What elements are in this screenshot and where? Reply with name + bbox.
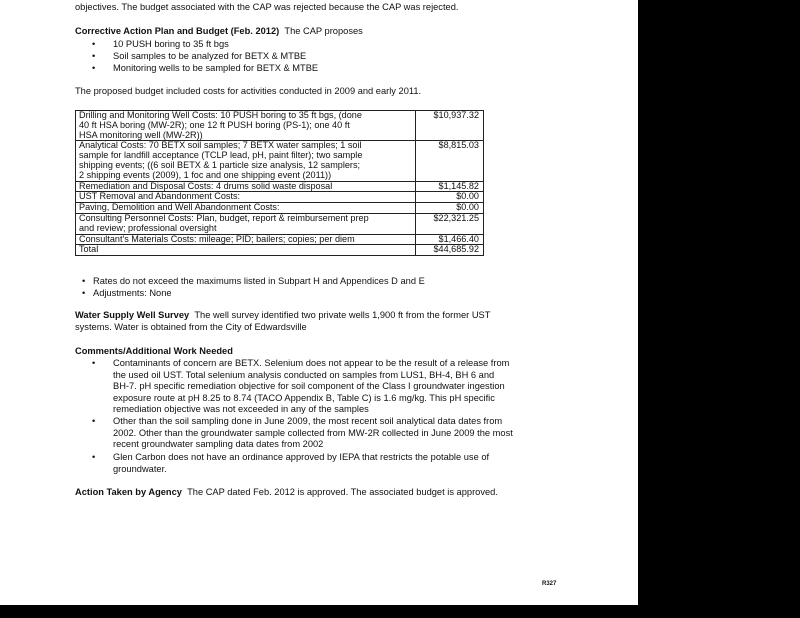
comments-heading: Comments/Additional Work Needed (75, 346, 233, 356)
table-row (76, 234, 484, 245)
table-row (76, 192, 484, 203)
table-row (76, 111, 484, 141)
row-amount: $8,815.03 (416, 141, 484, 181)
bullet-icon: • (92, 416, 96, 426)
water-supply-heading: Water Supply Well Survey (75, 310, 190, 320)
cap-heading-tail: The CAP proposes (284, 26, 363, 36)
budget-intro: The proposed budget included costs for activities conducted in 2009 and early 2011. (75, 86, 422, 96)
row-description: Drilling and Monitoring Well Costs: 10 PUSH boring to 35 ft bgs, (done 40 ft HSA boring (MW-2R); one 12 ft PUSH boring (PS-1); one 40 ft HSA monitoring well (MW-2R)) (76, 111, 416, 141)
table-row (76, 181, 484, 192)
water-supply-line: Water Supply Well Survey The well survey identified two private wells 1,900 ft from the former UST (75, 310, 491, 320)
intro-line: objectives. The budget associated with the CAP was rejected because the CAP was rejected. (75, 2, 459, 12)
row-description: Total (76, 245, 416, 256)
table-row (76, 141, 484, 181)
bullet-icon: • (92, 51, 96, 61)
bullet-icon: • (92, 63, 96, 73)
bullet-icon: • (82, 276, 86, 286)
row-description: Consulting Personnel Costs: Plan, budget, report & reimbursement prep and review; professional oversight (76, 213, 416, 234)
row-amount: $0.00 (416, 192, 484, 203)
cap-heading: Corrective Action Plan and Budget (Feb. 2012) (75, 26, 280, 36)
row-description: Paving, Demolition and Well Abandonment Costs: (76, 203, 416, 214)
page-stamp: R327 (542, 581, 557, 587)
row-amount: $44,685.92 (416, 245, 484, 256)
water-supply-line2: systems. Water is obtained from the City of Edwardsville (75, 322, 307, 332)
scan-border-right (638, 0, 800, 618)
table-row-total (76, 245, 484, 256)
row-amount: $1,466.40 (416, 234, 484, 245)
bullet-icon: • (82, 288, 86, 298)
table-row (76, 213, 484, 234)
row-amount: $10,937.32 (416, 111, 484, 141)
row-description: UST Removal and Abandonment Costs: (76, 192, 416, 203)
cap-heading-line (75, 26, 363, 37)
row-amount: $22,321.25 (416, 213, 484, 234)
table-row (76, 203, 484, 214)
scan-border-bottom (0, 605, 638, 618)
row-description: Remediation and Disposal Costs: 4 drums solid waste disposal (76, 181, 416, 192)
row-amount: $0.00 (416, 203, 484, 214)
bullet-icon: • (92, 452, 96, 462)
document-page: objectives. The budget associated with the CAP was rejected because the CAP was rejected. Corrective Action Plan and Budget (Feb. 2012) The CAP proposes • 10 PUSH boring to 35 ft bgs • Soil samples to be analyzed for BETX & MTBE • Monitoring wells to be sampled for BETX & MTBE The proposed budget included costs for activities conducted in 2009 and early 2011. Drilling and Monitoring Well Costs: 10 PUSH boring to 35 ft bgs, (done 40 ft HSA boring (MW-2R); one 12 ft PUSH boring (PS-1); one 40 ft HSA monitoring well (MW-2R)) $10,937.32 Analytical Costs: 70 BETX soil samples; 7 BETX water samples; 1 soil sample for landfill acceptance (TCLP lead, pH, paint filter); two sample shipping events; ((6 soil BETX & 1 particle size analysis, 12 samplers; 2 shipping events (2009), 1 foc and one shipping event (2011)) $8,815.03 Remediation and Disposal Costs: 4 drums solid waste disposal $1,145.82 UST Removal and Abandonment Costs: $0.00 Paving, Demolition and Well Abandonment Costs: $0.00 Consulting Personnel Costs: Plan, budget, report & reimbursement prep and review; professional oversight $22,321.25 Consultant's Materials Costs: mileage; PID; bailers; copies; per diem $1,466.40 Total $44,685.92 • Rates do not exceed the maximums listed in Subpart H and Appendices D and E • Adjustments: None Water Supply Well Survey The well survey identified two private wells 1,900 ft from the former UST systems. Water is obtained from the City of Edwardsville Comments/Additional Work Needed • Contaminants of concern are BETX. Selenium does not appear to be the result of a release from the used oil UST. Total selenium analysis conducted on samples from LUS1, BH-4, BH 6 and BH-7. pH specific remediation objective for soil component of the Class I groundwater ingestion exposure route at pH 8.25 to 8.74 (TACO Appendix B, Table C) is 1.6 mg/kg. This pH specific remediation objective was not exceeded in any of the samples • Other than the soil sampling done in June 2009, the most recent soil analytical data dates from 2002. Other than the groundwater sample collected from MW-2R collected in June 2009 the most recent groundwater sampling data dates from 2002 • Glen Carbon does not have an ordinance approved by IEPA that restricts the potable use of groundwater. Action Taken by Agency The CAP dated Feb. 2012 is approved. The associated budget is approved. R327 (0, 0, 638, 605)
action-heading: Action Taken by Agency (75, 487, 182, 497)
action-text: The CAP dated Feb. 2012 is approved. The associated budget is approved. (187, 487, 498, 497)
action-line (75, 487, 498, 498)
row-description: Analytical Costs: 70 BETX soil samples; 7 BETX water samples; 1 soil sample for landfill acceptance (TCLP lead, pH, paint filter); two sample shipping events; ((6 soil BETX & 1 particle size analysis, 12 samplers; 2 shipping events (2009), 1 foc and one shipping event (2011)) (76, 141, 416, 181)
row-amount: $1,145.82 (416, 181, 484, 192)
budget-table (75, 110, 484, 256)
row-description: Consultant's Materials Costs: mileage; PID; bailers; copies; per diem (76, 234, 416, 245)
bullet-icon: • (92, 358, 96, 368)
bullet-icon: • (92, 39, 96, 49)
